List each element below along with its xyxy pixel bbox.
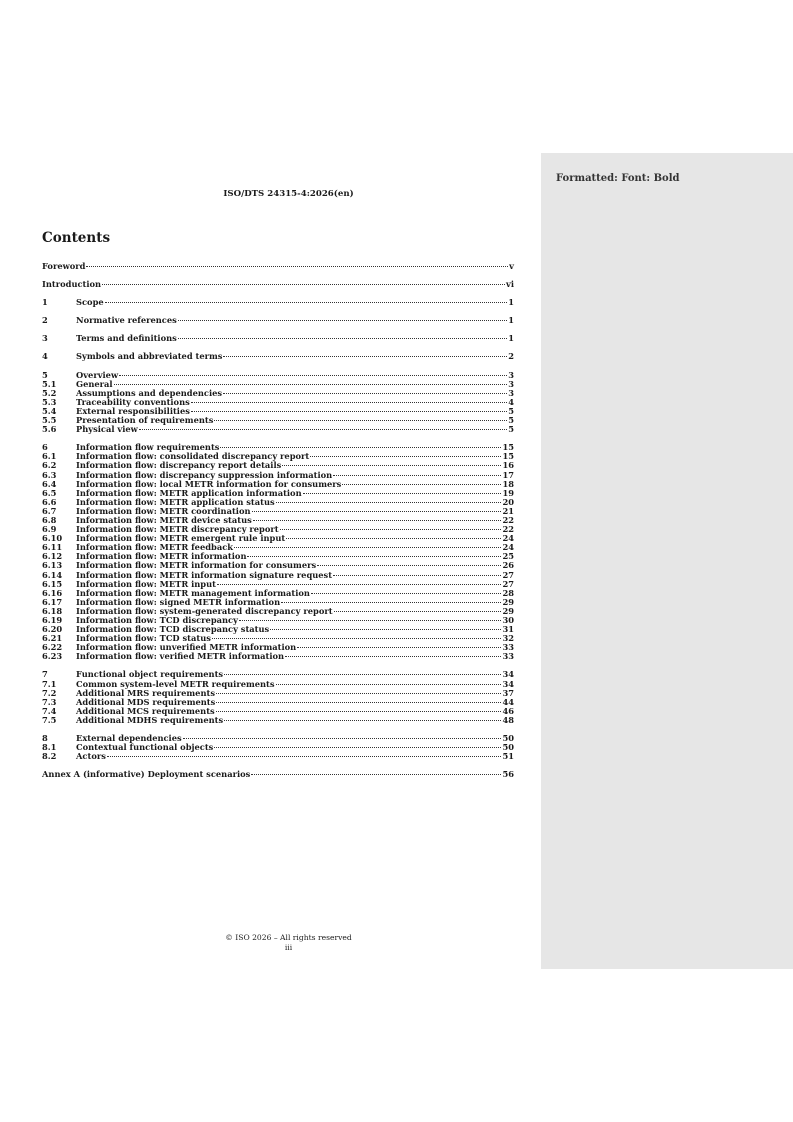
toc-entry-title: Information flow: METR emergent rule input: [76, 533, 286, 544]
toc-dot-leader: [191, 411, 507, 412]
toc-entry-page: v: [509, 261, 514, 271]
toc-entry-title: Information flow: unverified METR information: [76, 642, 297, 653]
toc-entry-title: Actors: [76, 751, 106, 762]
toc-entry-page: 20: [502, 496, 514, 507]
toc-entry-number: 6.13: [42, 560, 63, 571]
toc-entry-page: 1: [508, 297, 514, 308]
toc-dot-leader: [280, 529, 502, 530]
toc-entry-title: General: [76, 378, 113, 389]
toc-dot-leader: [119, 375, 507, 376]
toc-entry-number: 6.23: [42, 651, 63, 662]
toc-entry-number: 5.3: [42, 396, 57, 407]
toc-entry-number: 1: [42, 297, 48, 308]
toc-entry-title: Foreword: [42, 261, 86, 271]
toc-entry-title: Additional MDS requirements: [76, 696, 216, 707]
toc-entry-page: 29: [502, 596, 514, 607]
toc-entry[interactable]: [42, 425, 514, 434]
toc-dot-leader: [183, 738, 502, 739]
toc-entry-page: 3: [508, 378, 514, 389]
toc-dot-leader: [239, 620, 502, 621]
toc-entry-page: 15: [502, 442, 514, 453]
toc-entry-title: Information flow: METR discrepancy report: [76, 524, 279, 535]
toc-dot-leader: [247, 556, 501, 557]
toc-entry[interactable]: [42, 752, 514, 761]
toc-entry-page: 22: [502, 524, 514, 535]
toc-entry-number: 6.12: [42, 551, 63, 562]
toc-dot-leader: [234, 547, 501, 548]
toc-entry-page: 34: [502, 669, 514, 680]
toc-dot-leader: [285, 656, 501, 657]
toc-entry-page: 34: [502, 678, 514, 689]
toc-dot-leader: [178, 320, 507, 321]
toc-entry-page: 3: [508, 369, 514, 380]
toc-dot-leader: [224, 720, 501, 721]
toc-entry-page: 30: [502, 615, 514, 625]
toc-entry[interactable]: [42, 262, 514, 271]
toc-dot-leader: [114, 384, 508, 385]
toc-entry-number: 7.4: [42, 705, 57, 716]
toc-entry-title: Terms and definitions: [76, 333, 177, 344]
toc-entry-page: 37: [502, 687, 514, 698]
toc-entry-title: Information flow: METR application information: [76, 487, 302, 498]
toc-entry-title: Functional object requirements: [76, 669, 224, 680]
toc-entry-number: 8.2: [42, 751, 57, 762]
toc-entry-number: 5.1: [42, 378, 57, 389]
comment-label: Formatted: Font: Bold: [556, 173, 680, 184]
toc-entry-title: Information flow: METR device status: [76, 514, 252, 525]
toc-entry-number: 5.5: [42, 415, 57, 426]
toc-entry-page: 44: [502, 696, 514, 707]
toc-dot-leader: [270, 629, 501, 630]
toc-entry-number: 6.6: [42, 496, 57, 507]
toc-dot-leader: [214, 747, 501, 748]
toc-dot-leader: [178, 338, 507, 339]
toc-entry[interactable]: [42, 352, 514, 361]
toc-entry[interactable]: [42, 371, 514, 380]
toc-dot-leader: [282, 465, 501, 466]
toc-entry-title: Contextual functional objects: [76, 742, 214, 753]
toc-entry-page: 33: [502, 651, 514, 662]
toc-entry-title: Information flow: verified METR information: [76, 651, 285, 662]
toc-entry-page: 29: [502, 605, 514, 616]
toc-entry-title: Information flow: METR information signature request: [76, 569, 333, 580]
toc-entry-page: 1: [508, 333, 514, 344]
toc-entry-number: 3: [42, 333, 48, 344]
toc-entry-page: 50: [502, 742, 514, 753]
toc-entry-page: 25: [502, 551, 514, 562]
toc-dot-leader: [286, 538, 501, 539]
toc-entry-page: 22: [502, 514, 514, 525]
comment-pane: [541, 153, 793, 969]
toc-entry-page: 19: [502, 487, 514, 498]
toc-entry-title: Common system-level METR requirements: [76, 678, 275, 689]
toc-entry-page: 5: [508, 415, 514, 426]
toc-dot-leader: [86, 266, 508, 267]
toc-entry-number: 6.16: [42, 587, 63, 598]
toc-entry-title: Information flow: system-generated discrepancy report: [76, 605, 333, 616]
toc-entry-number: 5.6: [42, 424, 57, 435]
toc-dot-leader: [251, 774, 501, 775]
toc-entry-title: Information flow: local METR information for consumers: [76, 478, 342, 489]
toc-entry-page: 18: [502, 478, 514, 489]
toc-entry-page: 27: [502, 578, 514, 589]
toc-entry-page: 24: [502, 542, 514, 553]
toc-entry-number: 8.1: [42, 742, 57, 753]
toc-entry-number: 6.7: [42, 505, 57, 516]
toc-entry-number: 6.5: [42, 487, 57, 498]
toc-entry-page: 16: [502, 460, 514, 471]
toc-entry-title: Information flow: discrepancy suppression information: [76, 469, 333, 480]
toc-entry-number: 2: [42, 315, 48, 326]
toc-entry-number: 7: [42, 669, 48, 680]
toc-entry-title: Information flow: METR management information: [76, 587, 310, 598]
toc-dot-leader: [107, 756, 502, 757]
toc-entry-number: 5.2: [42, 387, 57, 398]
toc-entry[interactable]: [42, 743, 514, 752]
toc-dot-leader: [102, 284, 505, 285]
toc-dot-leader: [223, 356, 507, 357]
toc-dot-leader: [224, 674, 501, 675]
toc-entry-page: 2: [508, 351, 514, 362]
toc-entry-number: 6.4: [42, 478, 57, 489]
toc-dot-leader: [105, 302, 508, 303]
toc-dot-leader: [303, 493, 502, 494]
toc-dot-leader: [139, 429, 507, 430]
toc-entry-number: 6.15: [42, 578, 63, 589]
toc-entry-title: Annex A (informative) Deployment scenarios: [42, 769, 251, 780]
toc-entry-title: Normative references: [76, 315, 177, 326]
toc-entry-number: 5.4: [42, 405, 57, 416]
toc-dot-leader: [216, 702, 501, 703]
toc-entry-title: Physical view: [76, 424, 138, 435]
toc-dot-leader: [281, 602, 501, 603]
toc-entry-title: Overview: [76, 369, 119, 380]
toc-entry-title: Assumptions and dependencies: [76, 387, 223, 398]
toc-entry-number: 6.22: [42, 642, 63, 653]
toc-entry-number: 6.20: [42, 624, 63, 635]
toc-entry-page: 46: [502, 705, 514, 716]
toc-dot-leader: [297, 647, 501, 648]
toc-entry[interactable]: [42, 334, 514, 343]
toc-entry-page: 3: [508, 387, 514, 398]
toc-entry-title: Information flow: TCD discrepancy status: [76, 624, 270, 635]
toc-entry-title: Information flow: METR information for consumers: [76, 560, 317, 571]
toc-entry-page: 4: [508, 396, 514, 407]
toc-entry-number: 6.1: [42, 451, 57, 462]
toc-entry-number: 6.14: [42, 569, 63, 580]
toc-entry-number: 7.1: [42, 678, 57, 689]
toc-entry-number: 7.2: [42, 687, 57, 698]
toc-entry-number: 6.18: [42, 605, 63, 616]
toc-entry-title: Information flow requirements: [76, 442, 220, 453]
toc-entry-page: 31: [502, 624, 514, 635]
toc-entry[interactable]: [42, 716, 514, 725]
toc-entry-page: 32: [502, 633, 514, 644]
toc-entry-number: 7.5: [42, 714, 57, 725]
toc-dot-leader: [342, 484, 501, 485]
toc-entry-title: External dependencies: [76, 733, 182, 744]
toc-entry-title: Presentation of requirements: [76, 415, 214, 426]
toc-entry-number: 6.17: [42, 596, 63, 607]
toc-entry-page: 5: [508, 405, 514, 416]
page-number: iii: [284, 943, 293, 952]
toc-dot-leader: [214, 420, 507, 421]
toc-entry-number: 6.11: [42, 542, 63, 553]
toc-entry-number: 6.21: [42, 633, 63, 644]
toc-entry-title: Additional MDHS requirements: [76, 714, 224, 725]
toc-entry-title: Information flow: METR application status: [76, 496, 275, 507]
toc-entry-page: 15: [502, 451, 514, 462]
toc-dot-leader: [253, 520, 502, 521]
toc-entry-title: Information flow: METR input: [76, 578, 216, 589]
toc-entry-page: 50: [502, 733, 514, 744]
toc-entry-title: Information flow: METR coordination: [76, 505, 251, 516]
toc-dot-leader: [252, 511, 502, 512]
toc-entry-title: Information flow: signed METR information: [76, 596, 281, 607]
toc-entry-title: Information flow: TCD status: [76, 633, 211, 644]
toc-entry[interactable]: [42, 280, 514, 289]
toc-entry-title: Introduction: [42, 279, 102, 290]
toc-entry-page: 24: [502, 533, 514, 544]
toc-dot-leader: [276, 502, 502, 503]
toc-entry-page: 17: [502, 469, 514, 480]
toc-dot-leader: [317, 565, 501, 566]
toc-entry-title: Additional MRS requirements: [76, 687, 215, 698]
toc-dot-leader: [310, 456, 501, 457]
toc-entry[interactable]: [42, 316, 514, 325]
toc-entry-page: 56: [502, 769, 514, 780]
toc-entry-page: 33: [502, 642, 514, 653]
toc-dot-leader: [216, 693, 501, 694]
toc-entry-page: 51: [502, 751, 514, 762]
toc-entry[interactable]: [42, 298, 514, 307]
toc-entry-page: 48: [502, 714, 514, 725]
toc-entry-title: Scope: [76, 297, 104, 308]
toc-entry-number: 6.2: [42, 460, 57, 471]
toc-entry-number: 8: [42, 733, 48, 744]
toc-entry-number: 6.3: [42, 469, 57, 480]
toc-entry-number: 5: [42, 369, 48, 380]
toc-entry-title: Information flow: TCD discrepancy: [76, 615, 238, 625]
toc-dot-leader: [216, 711, 502, 712]
toc-entry-page: 21: [502, 505, 514, 516]
toc-entry-page: 27: [502, 569, 514, 580]
toc-entry-title: Information flow: discrepancy report details: [76, 460, 282, 471]
copyright-notice: © ISO 2026 – All rights reserved: [225, 933, 352, 942]
toc-entry-page: 5: [508, 424, 514, 435]
toc-entry[interactable]: [42, 652, 514, 661]
toc-entry-title: Traceability conventions: [76, 396, 190, 407]
toc-dot-leader: [223, 393, 507, 394]
toc-dot-leader: [276, 684, 502, 685]
toc-dot-leader: [334, 611, 502, 612]
toc-entry-page: 1: [508, 315, 514, 326]
toc-entry-number: 7.3: [42, 696, 57, 707]
toc-entry-page: 26: [502, 560, 514, 571]
toc-dot-leader: [311, 593, 502, 594]
toc-entry-title: Information flow: METR information: [76, 551, 247, 562]
toc-dot-leader: [333, 475, 501, 476]
toc-entry-number: 6.8: [42, 514, 57, 525]
toc-entry[interactable]: [42, 770, 514, 779]
toc-dot-leader: [191, 402, 507, 403]
toc-entry-title: Information flow: METR feedback: [76, 542, 234, 553]
toc-entry-number: 6: [42, 442, 48, 453]
contents-title: Contents: [42, 230, 111, 246]
toc-dot-leader: [212, 638, 502, 639]
toc-entry-title: External responsibilities: [76, 405, 190, 416]
toc-dot-leader: [333, 575, 501, 576]
toc-entry-title: Additional MCS requirements: [76, 705, 215, 716]
toc-entry-number: 6.10: [42, 533, 63, 544]
toc-entry-title: Information flow: consolidated discrepancy report: [76, 451, 310, 462]
toc-entry-page: vi: [506, 279, 514, 290]
toc-entry-number: 6.9: [42, 524, 57, 535]
toc-entry-number: 6.19: [42, 615, 63, 625]
toc-entry-page: 28: [502, 587, 514, 598]
table-of-contents: [42, 262, 514, 779]
toc-entry-number: 4: [42, 351, 48, 362]
toc-dot-leader: [217, 584, 501, 585]
page-footer: [0, 933, 577, 953]
toc-entry-title: Symbols and abbreviated terms: [76, 351, 223, 362]
document-header: ISO/DTS 24315-4:2026(en): [223, 189, 354, 199]
toc-dot-leader: [220, 447, 501, 448]
